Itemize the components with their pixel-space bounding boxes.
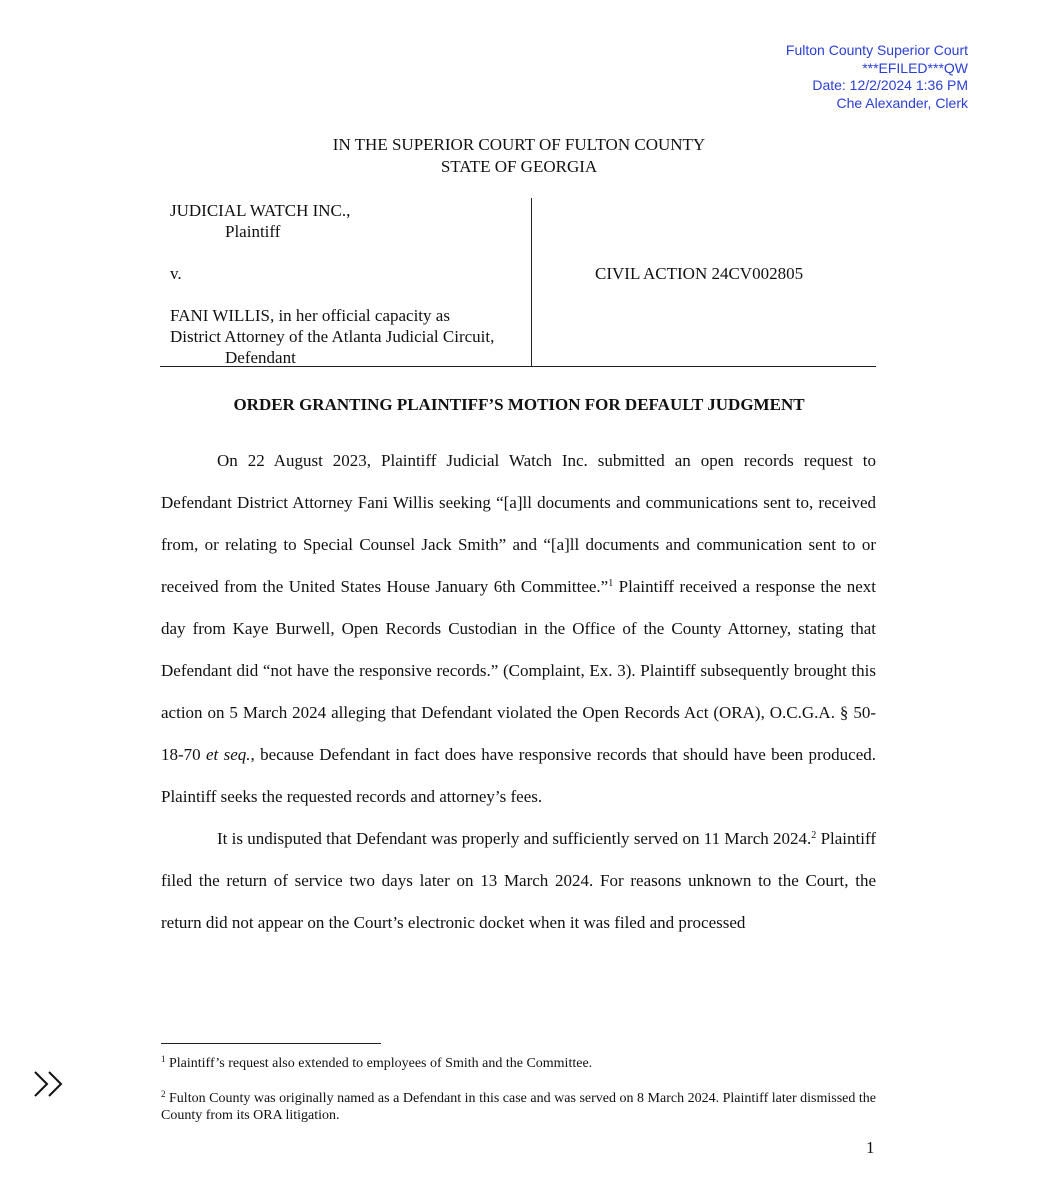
- caption-divider: [531, 198, 532, 366]
- efiled-stamp: [786, 42, 968, 112]
- defendant-title: District Attorney of the Atlanta Judicial Circuit,: [170, 327, 495, 346]
- stamp-date: Date: 12/2/2024 1:36 PM: [812, 77, 968, 93]
- civil-action-number: CIVIL ACTION 24CV002805: [595, 264, 804, 283]
- court-name: IN THE SUPERIOR COURT OF FULTON COUNTY: [332, 135, 706, 154]
- paragraph-1: On 22 August 2023, Plaintiff Judicial Watch Inc. submitted an open records request to Defendant District Attorney Fani Willis seeking “[a]ll documents and communications sent to, received from, or relating to Special Counsel Jack Smith” and “[a]ll documents and communication sent to or received from the United States House January 6th Committee.”$^1$ Plaintiff received a response the next day from Kaye Burwell, Open Records Custodian in the Office of the County Attorney, stating that Defendant did “not have the responsive records.” (Complaint, Ex. 3). Plaintiff subsequently brought this action on 5 March 2024 alleging that Defendant violated the Open Records Act (ORA), O.C.G.A. § 50-18-70 et seq., because Defendant in fact does have responsive records that should have been produced. Plaintiff seeks the requested records and attorney’s fees.: [161, 451, 877, 806]
- stamp-efiled: ***EFILED***QW: [862, 59, 968, 76]
- footnote-2: $^2$ Fulton County was originally named as a Defendant in this case and was served on 8 March 2024. Plaintiff later dismissed the County from its ORA litigation.: [161, 1089, 876, 1123]
- plaintiff-role: Plaintiff: [225, 222, 281, 241]
- page-number: 1: [866, 1138, 875, 1157]
- footnote-1: $^1$ Plaintiff’s request also extended to employees of Smith and the Committee.: [161, 1054, 593, 1071]
- versus: v.: [170, 264, 182, 283]
- footnote-rule: [161, 1043, 381, 1044]
- plaintiff-name: JUDICIAL WATCH INC.,: [170, 201, 351, 220]
- footnote-ref-1: 1: [608, 578, 614, 589]
- stamp-court: Fulton County Superior Court: [785, 42, 968, 58]
- case-caption: [160, 198, 876, 367]
- court-state: STATE OF GEORGIA: [440, 157, 598, 176]
- stamp-clerk: Che Alexander, Clerk: [836, 94, 968, 111]
- order-body: [161, 440, 876, 944]
- defendant-name: FANI WILLIS, in her official capacity as: [170, 306, 450, 325]
- double-chevron-right-icon: [9, 1042, 91, 1124]
- expand-button[interactable]: [9, 1042, 91, 1124]
- court-header: [0, 134, 1038, 178]
- defendant-role: Defendant: [225, 348, 296, 367]
- order-title: ORDER GRANTING PLAINTIFF’S MOTION FOR DEFAULT JUDGMENT: [233, 395, 805, 414]
- et-seq: et seq.: [206, 745, 251, 764]
- paragraph-2: It is undisputed that Defendant was properly and sufficiently served on 11 March 2024.$^2$ Plaintiff filed the return of service two days later on 13 March 2024. For reasons unknown to the Court, the return did not appear on the Court’s electronic docket when it was filed and processed: [161, 829, 876, 932]
- footnote-ref-2: 2: [811, 830, 817, 841]
- footnotes: [161, 1055, 876, 1124]
